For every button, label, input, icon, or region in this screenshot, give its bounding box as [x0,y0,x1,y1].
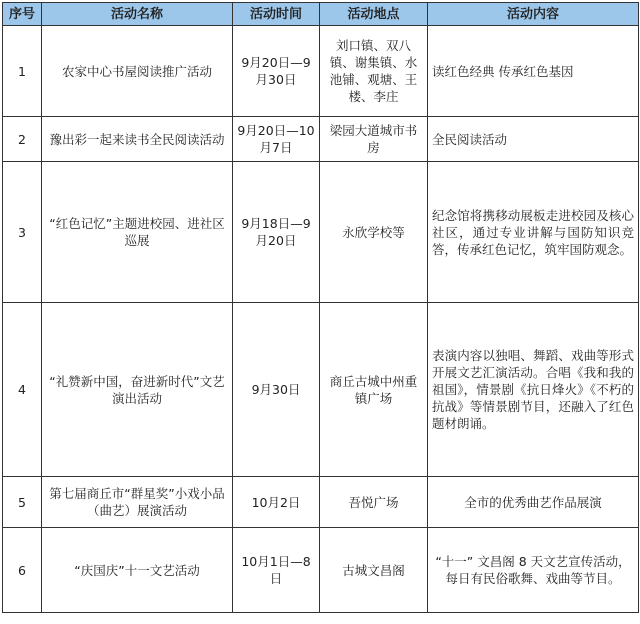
cell-name: 第七届商丘市“群星奖”小戏小品（曲艺）展演活动 [42,477,233,528]
cell-name: 豫出彩一起来读书全民阅读活动 [42,117,233,162]
cell-content: 全民阅读活动 [428,117,639,162]
table-row [3,162,639,303]
header-time: 活动时间 [233,3,320,26]
cell-content: “十一” 文昌阁 8 天文艺宣传活动，每日有民俗歌舞、戏曲等节目。 [428,528,639,613]
cell-place: 商丘古城中州重镇广场 [320,303,428,477]
table-row [3,528,639,613]
cell-no: 4 [3,303,42,477]
table-header-row [3,3,639,26]
table-row [3,477,639,528]
cell-content: 表演内容以独唱、舞蹈、戏曲等形式开展文艺汇演活动。合唱《我和我的祖国》，情景剧《抗日烽火》《不朽的抗战》等情景剧节目，还融入了红色题材朗诵。 [428,303,639,477]
cell-place: 梁园大道城市书房 [320,117,428,162]
cell-time: 10月1日—8日 [233,528,320,613]
cell-place: 永欣学校等 [320,162,428,303]
table-row [3,117,639,162]
activity-table [2,2,639,613]
table-row [3,303,639,477]
cell-content: 读红色经典 传承红色基因 [428,26,639,117]
cell-time: 9月20日—10月7日 [233,117,320,162]
cell-place: 古城文昌阁 [320,528,428,613]
cell-place: 吾悦广场 [320,477,428,528]
cell-name: “礼赞新中国，奋进新时代”文艺演出活动 [42,303,233,477]
cell-name: “红色记忆”主题进校园、进社区巡展 [42,162,233,303]
cell-no: 3 [3,162,42,303]
cell-time: 9月18日—9月20日 [233,162,320,303]
cell-no: 1 [3,26,42,117]
cell-place: 刘口镇、双八镇、谢集镇、水池铺、观塘、王楼、李庄 [320,26,428,117]
header-name: 活动名称 [42,3,233,26]
cell-name: “庆国庆”十一文艺活动 [42,528,233,613]
cell-time: 9月20日—9月30日 [233,26,320,117]
header-content: 活动内容 [428,3,639,26]
cell-no: 2 [3,117,42,162]
cell-content: 纪念馆将携移动展板走进校园及核心社区，通过专业讲解与国防知识竞答，传承红色记忆，筑牢国防观念。 [428,162,639,303]
cell-time: 9月30日 [233,303,320,477]
cell-no: 5 [3,477,42,528]
cell-no: 6 [3,528,42,613]
header-place: 活动地点 [320,3,428,26]
table-row [3,26,639,117]
cell-time: 10月2日 [233,477,320,528]
cell-content: 全市的优秀曲艺作品展演 [428,477,639,528]
header-no: 序号 [3,3,42,26]
cell-name: 农家中心书屋阅读推广活动 [42,26,233,117]
